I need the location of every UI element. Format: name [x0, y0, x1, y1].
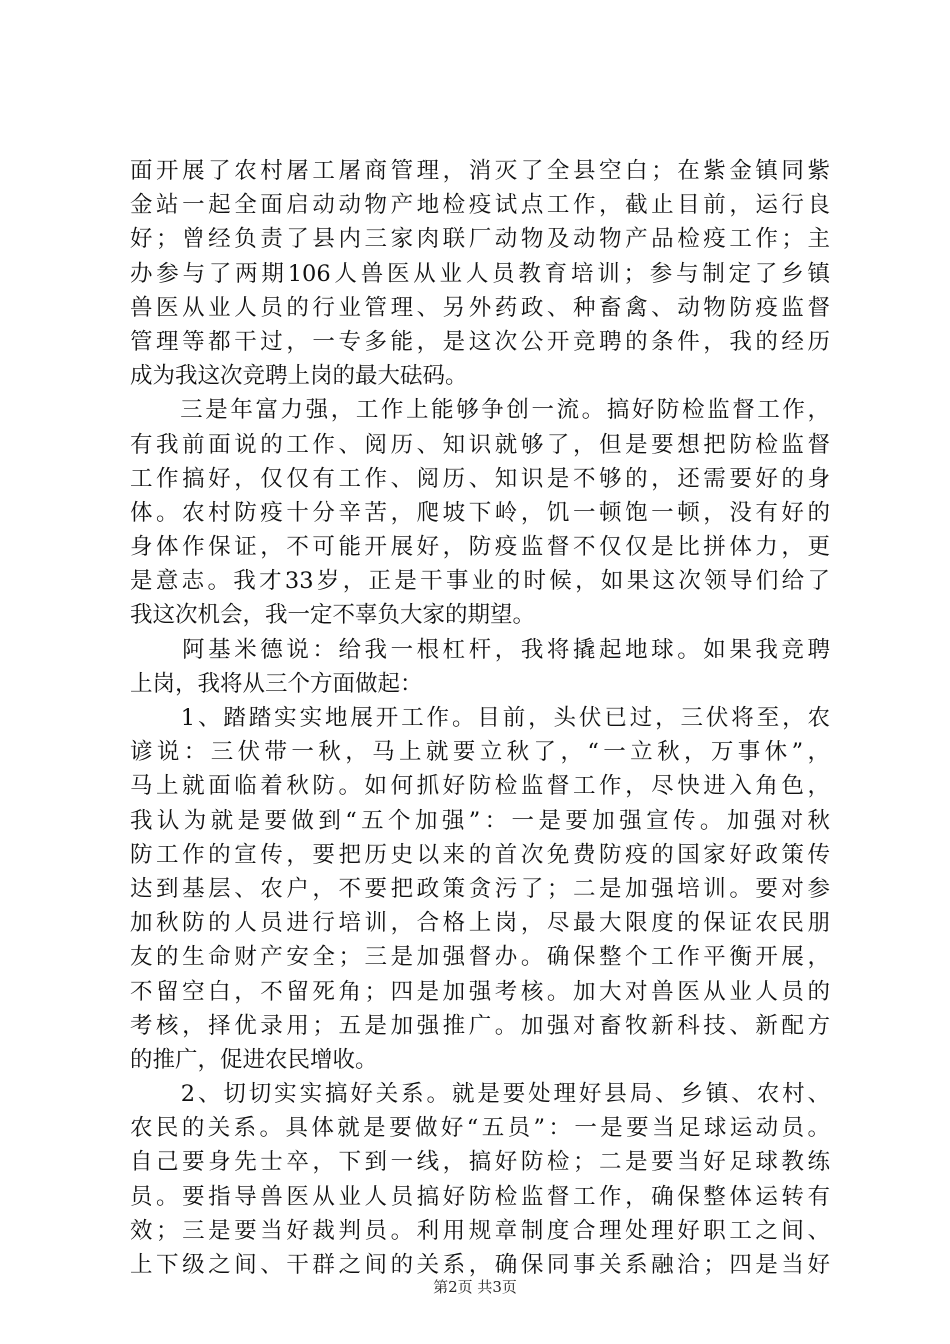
text-line: 农民的关系。具体就是要做好“五员”：一是要当足球运动员。: [130, 1115, 830, 1142]
text-line: 有我前面说的工作、阅历、知识就够了，但是要想把防检监督: [130, 431, 830, 458]
text-line: 我这次机会，我一定不辜负大家的期望。: [130, 602, 536, 629]
text-line: 不留空白，不留死角；四是加强考核。加大对兽医从业人员的: [130, 978, 830, 1005]
text-line: 我认为就是要做到“五个加强”：一是要加强宣传。加强对秋: [130, 807, 830, 834]
text-line: 防工作的宣传，要把历史以来的首次免费防疫的国家好政策传: [130, 841, 830, 868]
text-line: 办参与了两期106人兽医从业人员教育培训；参与制定了乡镇: [130, 260, 830, 287]
text-line: 金站一起全面启动动物产地检疫试点工作，截止目前，运行良: [130, 192, 830, 219]
text-line: 上下级之间、干群之间的关系，确保同事关系融洽；四是当好: [130, 1252, 830, 1278]
text-line: 的推广，促进农民增收。: [130, 1046, 378, 1073]
text-line: 上岗，我将从三个方面做起：: [130, 670, 423, 697]
text-line: 友的生命财产安全；三是加强督办。确保整个工作平衡开展，: [130, 944, 830, 971]
text-line: 好；曾经负责了县内三家肉联厂动物及动物产品检疫工作；主: [130, 226, 830, 253]
text-line: 马上就面临着秋防。如何抓好防检监督工作，尽快进入角色，: [130, 773, 830, 800]
text-line: 自己要身先士卒，下到一线，搞好防检；二是要当好足球教练: [130, 1149, 830, 1176]
text-line: 阿基米德说：给我一根杠杆，我将撬起地球。如果我竞聘: [130, 636, 830, 663]
text-line: 考核，择优录用；五是加强推广。加强对畜牧新科技、新配方: [130, 1012, 830, 1039]
text-line: 面开展了农村屠工屠商管理，消灭了全县空白；在紫金镇同紫: [130, 158, 830, 184]
text-line: 三是年富力强，工作上能够争创一流。搞好防检监督工作，: [130, 397, 830, 424]
document-body: [130, 154, 830, 1282]
text-line: 体。农村防疫十分辛苦，爬坡下岭，饥一顿饱一顿，没有好的: [130, 499, 830, 526]
text-line: 身体作保证，不可能开展好，防疫监督不仅仅是比拼体力，更: [130, 534, 830, 561]
text-line: 效；三是要当好裁判员。利用规章制度合理处理好职工之间、: [130, 1217, 830, 1244]
text-line: 管理等都干过，一专多能，是这次公开竞聘的条件，我的经历: [130, 328, 830, 355]
page-footer: 第2页 共3页: [433, 1278, 517, 1296]
text-line: 谚说：三伏带一秋，马上就要立秋了，“一立秋，万事休”，: [130, 739, 830, 766]
text-line: 加秋防的人员进行培训，合格上岗，尽最大限度的保证农民朋: [130, 910, 830, 937]
text-line: 兽医从业人员的行业管理、另外药政、种畜禽、动物防疫监督: [130, 294, 830, 321]
text-line: 1、踏踏实实地展开工作。目前，头伏已过，三伏将至，农: [130, 705, 830, 731]
text-line: 是意志。我才33岁，正是干事业的时候，如果这次领导们给了: [130, 568, 830, 595]
text-line: 工作搞好，仅仅有工作、阅历、知识是不够的，还需要好的身: [130, 465, 830, 492]
text-line: 达到基层、农户，不要把政策贪污了；二是加强培训。要对参: [130, 875, 830, 902]
text-line: 员。要指导兽医从业人员搞好防检监督工作，确保整体运转有: [130, 1183, 830, 1210]
text-line: 成为我这次竞聘上岗的最大砝码。: [130, 363, 468, 390]
text-line: 2、切切实实搞好关系。就是要处理好县局、乡镇、农村、: [130, 1081, 830, 1108]
